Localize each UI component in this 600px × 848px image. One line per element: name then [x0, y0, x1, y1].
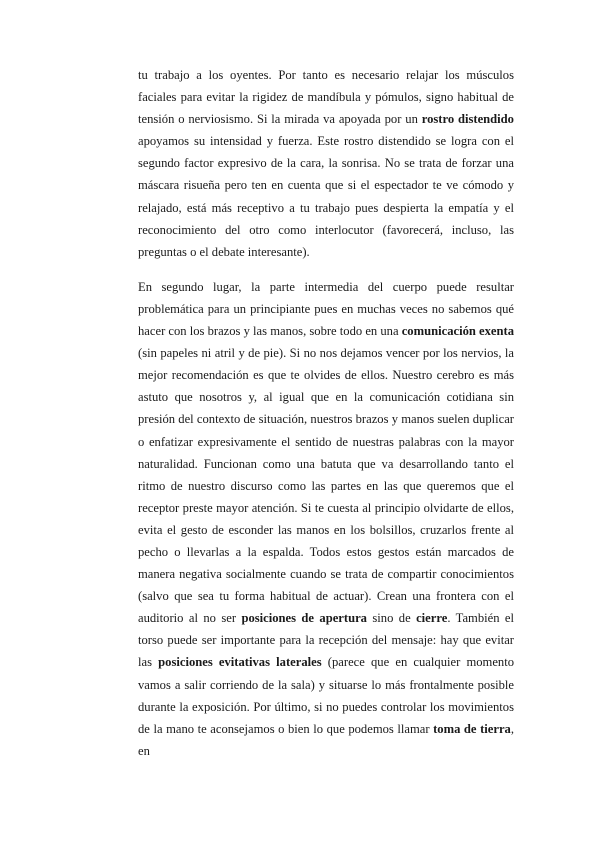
paragraph-2-run-1: En segundo lugar, la parte intermedia del cuerpo puede resultar problemática para un principiante pues en muchas veces no sabemos qué hacer con los brazos y las manos, sobre todo en una [138, 279, 514, 339]
bold-term-posiciones-de-apertura: posiciones de apertura [241, 611, 367, 626]
paragraph-2-run-7: . También el torso puede ser importante para la recepción del mensaje: hay que evitar las [138, 611, 515, 670]
paragraph-1-run-1: tu trabajo a los oyentes. Por tanto es necesario relajar los músculos faciales para evitar la rigidez de mandíbula y pómulos, signo habitual de tensión o nerviosismo. Si la mirada va apoyada por un [138, 68, 514, 127]
bold-term-rostro-distendido: rostro distendido [421, 112, 514, 127]
paragraph-2 [138, 276, 514, 762]
body-text [138, 64, 514, 762]
bold-term-toma-de-tierra: toma de tierra [433, 721, 511, 736]
paragraph-1-run-3: apoyamos su intensidad y fuerza. Este rostro distendido se logra con el segundo factor expresivo de la cara, la sonrisa. No se trata de forzar una máscara risueña pero ten en cuenta que si el espectador te ve cómodo y relajado, está más receptivo a tu trabajo pues despierta la empatía y el reconocimiento del otro como interlocutor (favorecerá, incluso, las preguntas o el debate interesante). [138, 134, 514, 259]
paragraph-2-run-9: (parece que en cualquier momento vamos a salir corriendo de la sala) y situarse lo más frontalmente posible durante la exposición. Por último, si no puedes controlar los movimientos de la mano te aconsejamos o bien lo que podemos llamar [138, 655, 515, 736]
bold-term-comunicacion-exenta: comunicación exenta [401, 324, 515, 339]
paragraph-2-run-5: sino de [366, 611, 417, 626]
paragraph-2-run-11: , en [138, 721, 514, 758]
bold-term-cierre: cierre [416, 611, 448, 626]
paragraph-2-run-3: (sin papeles ni atril y de pie). Si no nos dejamos vencer por los nervios, la mejor recomendación es que te olvides de ellos. Nuestro cerebro es más astuto que nosotros y, al igual que en la comunicación cotidiana sin presión del contexto de situación, nuestros brazos y manos suelen duplicar o enfatizar expresivamente el sentido de nuestras palabras con la mayor naturalidad. Funcionan como una batuta que va desarrollando tanto el ritmo de nuestro discurso como las partes en las que queremos que el receptor preste mayor atención. Si te cuesta al principio olvidarte de ellos, evita el gesto de esconder las manos en los bolsillos, cruzarlos frente al pecho o llevarlas a la espalda. Todos estos gestos están marcados de manera negativa socialmente cuando se trata de compartir conocimientos (salvo que sea tu forma habitual de actuar). Crean una frontera con el auditorio al no ser [138, 346, 514, 626]
paragraph-1 [138, 64, 514, 263]
bold-term-posiciones-evitativas-laterales: posiciones evitativas laterales [158, 655, 322, 670]
